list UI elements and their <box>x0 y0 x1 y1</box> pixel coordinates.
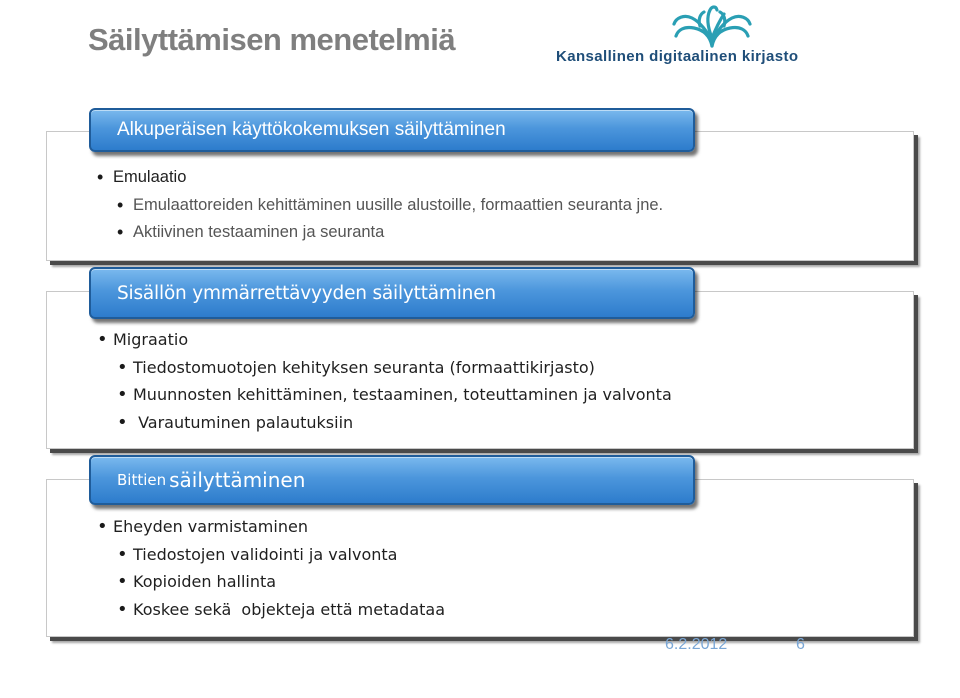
section-header-3 <box>89 455 695 505</box>
list-item: • Emulaatio <box>113 164 663 192</box>
section-1-list <box>113 164 663 247</box>
list-item: • Kopioiden hallinta <box>133 568 445 596</box>
list-item: • Muunnosten kehittäminen, testaaminen, toteuttaminen ja valvonta <box>133 381 672 409</box>
section-header-1 <box>89 108 695 152</box>
section-2-list <box>113 326 672 436</box>
list-item: • Tiedostomuotojen kehityksen seuranta (formaattikirjasto) <box>133 354 672 382</box>
section-header-1-label: Alkuperäisen käyttökokemuksen säilyttäminen <box>117 119 506 140</box>
slide-title: Säilyttämisen menetelmiä <box>88 22 456 57</box>
list-item: • Koskee sekä objekteja että metadataa <box>133 596 445 624</box>
logo-mark-icon <box>664 2 760 48</box>
list-item: • Aktiivinen testaaminen ja seuranta <box>133 219 663 247</box>
section-header-2 <box>89 267 695 319</box>
section-header-2-label: Sisällön ymmärrettävyyden säilyttäminen <box>117 282 496 304</box>
list-item: • Varautuminen palautuksiin <box>133 409 672 437</box>
logo-text: Kansallinen digitaalinen kirjasto <box>556 48 799 65</box>
list-item: • Migraatio <box>113 326 672 354</box>
section-header-3-label-big: säilyttäminen <box>169 468 306 492</box>
logo <box>556 0 806 70</box>
list-item: • Tiedostojen validointi ja valvonta <box>133 541 445 569</box>
footer-page-number: 6 <box>796 636 805 653</box>
footer-date: 6.2.2012 <box>665 636 728 653</box>
section-3-list <box>113 513 445 623</box>
section-header-3-label-small: Bittien <box>117 471 167 489</box>
list-item: • Eheyden varmistaminen <box>113 513 445 541</box>
list-item: • Emulaattoreiden kehittäminen uusille alustoille, formaattien seuranta jne. <box>133 192 663 220</box>
